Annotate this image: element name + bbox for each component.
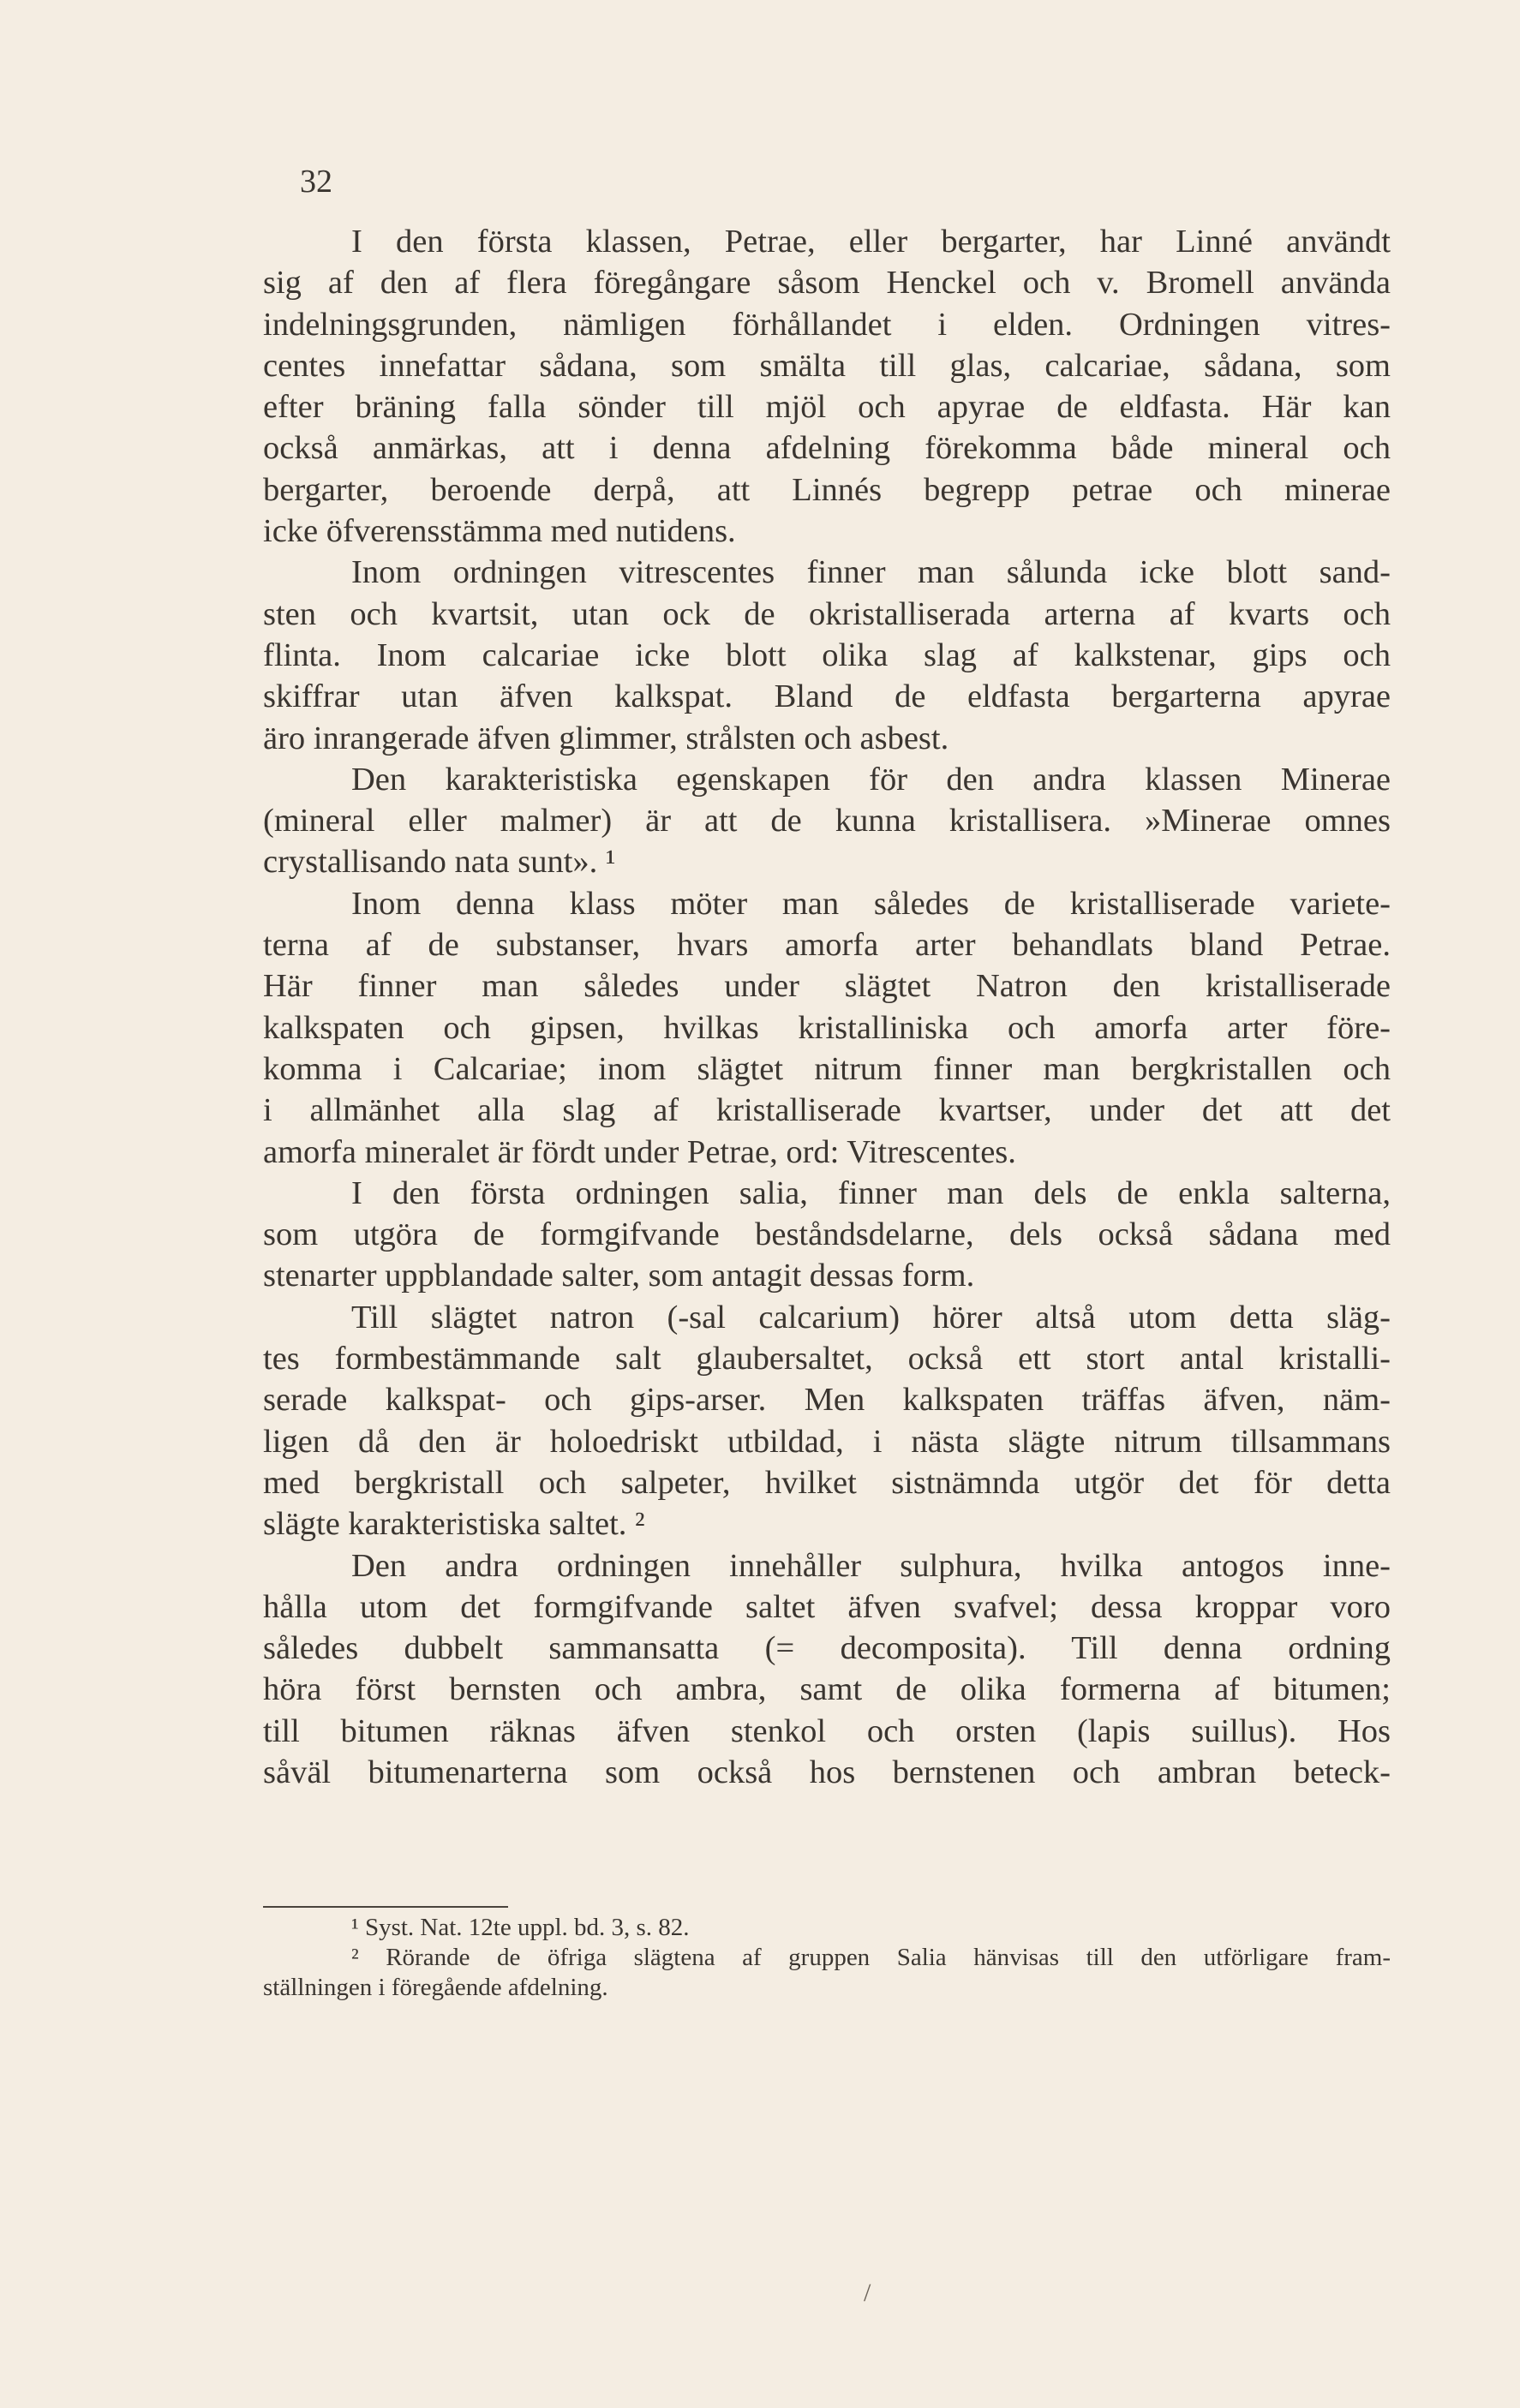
text-line: såväl bitumenarterna som också hos bernstenen och ambran beteck- [263, 1754, 1391, 1790]
text-line: ligen då den är holoedriskt utbildad, i nästa slägte nitrum tillsammans [263, 1423, 1391, 1460]
text-line: Här finner man således under slägtet Natron den kristalliserade [263, 968, 1391, 1005]
stray-pencil-mark: / [864, 2279, 871, 2307]
text-line: flinta. Inom calcariae icke blott olika slag af kalkstenar, gips och [263, 636, 1391, 673]
page-number: 32 [300, 164, 332, 200]
text-line: crystallisando nata sunt». ¹ [263, 844, 616, 881]
text-line: i allmänhet alla slag af kristalliserade kvartser, under det att det [263, 1092, 1391, 1129]
footnote-line: ¹ Syst. Nat. 12te uppl. bd. 3, s. 82. [351, 1914, 690, 1941]
text-line: bergarter, beroende derpå, att Linnés begrepp petrae och minerae [263, 471, 1391, 508]
text-line: Inom ordningen vitrescentes finner man sålunda icke blott sand- [351, 554, 1391, 591]
footnote-line: ² Rörande de öfriga slägtena af gruppen Salia hänvisas till den utförligare fram- [351, 1944, 1391, 1971]
text-line: icke öfverensstämma med nutidens. [263, 513, 736, 550]
text-line: sig af den af flera föregångare såsom Henckel och v. Bromell använda [263, 265, 1391, 302]
text-line: hålla utom det formgifvande saltet äfven svafvel; dessa kroppar voro [263, 1588, 1391, 1625]
text-line: som utgöra de formgifvande beståndsdelarne, dels också sådana med [263, 1216, 1391, 1253]
footnote-divider [263, 1906, 508, 1908]
text-line: indelningsgrunden, nämligen förhållandet i elden. Ordningen vitres- [263, 306, 1391, 343]
text-line: (mineral eller malmer) är att de kunna kristallisera. »Minerae omnes [263, 803, 1391, 840]
text-line: terna af de substanser, hvars amorfa arter behandlats bland Petrae. [263, 927, 1391, 964]
text-line: slägte karakteristiska saltet. ² [263, 1506, 645, 1543]
text-line: Till slägtet natron (-sal calcarium) hörer altså utom detta släg- [351, 1299, 1391, 1335]
text-line: skiffrar utan äfven kalkspat. Bland de eldfasta bergarterna apyrae [263, 678, 1391, 715]
text-line: äro inrangerade äfven glimmer, strålsten och asbest. [263, 720, 949, 756]
text-line: med bergkristall och salpeter, hvilket sistnämnda utgör det för detta [263, 1464, 1391, 1501]
footnote-line: ställningen i föregående afdelning. [263, 1974, 608, 2001]
text-line: till bitumen räknas äfven stenkol och orsten (lapis suillus). Hos [263, 1712, 1391, 1749]
text-line: också anmärkas, att i denna afdelning förekomma både mineral och [263, 430, 1391, 467]
footnotes [263, 1913, 1391, 2003]
text-line: således dubbelt sammansatta (= decomposita). Till denna ordning [263, 1630, 1391, 1667]
text-line: stenarter uppblandade salter, som antagit dessas form. [263, 1258, 975, 1294]
text-line: sten och kvartsit, utan ock de okristalliserada arterna af kvarts och [263, 595, 1391, 632]
text-line: komma i Calcariae; inom slägtet nitrum finner man bergkristallen och [263, 1050, 1391, 1087]
text-line: kalkspaten och gipsen, hvilkas kristalliniska och amorfa arter före- [263, 1009, 1391, 1046]
text-line: serade kalkspat- och gips-arser. Men kalkspaten träffas äfven, näm- [263, 1382, 1391, 1419]
text-line: tes formbestämmande salt glaubersaltet, också ett stort antal kristalli- [263, 1341, 1391, 1377]
text-line: I den första klassen, Petrae, eller bergarter, har Linné användt [351, 224, 1391, 260]
body-text [263, 221, 1391, 1793]
text-line: efter bräning falla sönder till mjöl och apyrae de eldfasta. Här kan [263, 389, 1391, 426]
text-line: Inom denna klass möter man således de kristalliserade variete- [351, 885, 1391, 922]
text-line: höra först bernsten och ambra, samt de olika formerna af bitumen; [263, 1671, 1391, 1708]
text-line: Den karakteristiska egenskapen för den andra klassen Minerae [351, 761, 1391, 798]
text-line: Den andra ordningen innehåller sulphura, hvilka antogos inne- [351, 1547, 1391, 1584]
text-line: amorfa mineralet är fördt under Petrae, ord: Vitrescentes. [263, 1133, 1016, 1170]
text-line: I den första ordningen salia, finner man dels de enkla salterna, [351, 1174, 1391, 1211]
text-line: centes innefattar sådana, som smälta till glas, calcariae, sådana, som [263, 347, 1391, 384]
